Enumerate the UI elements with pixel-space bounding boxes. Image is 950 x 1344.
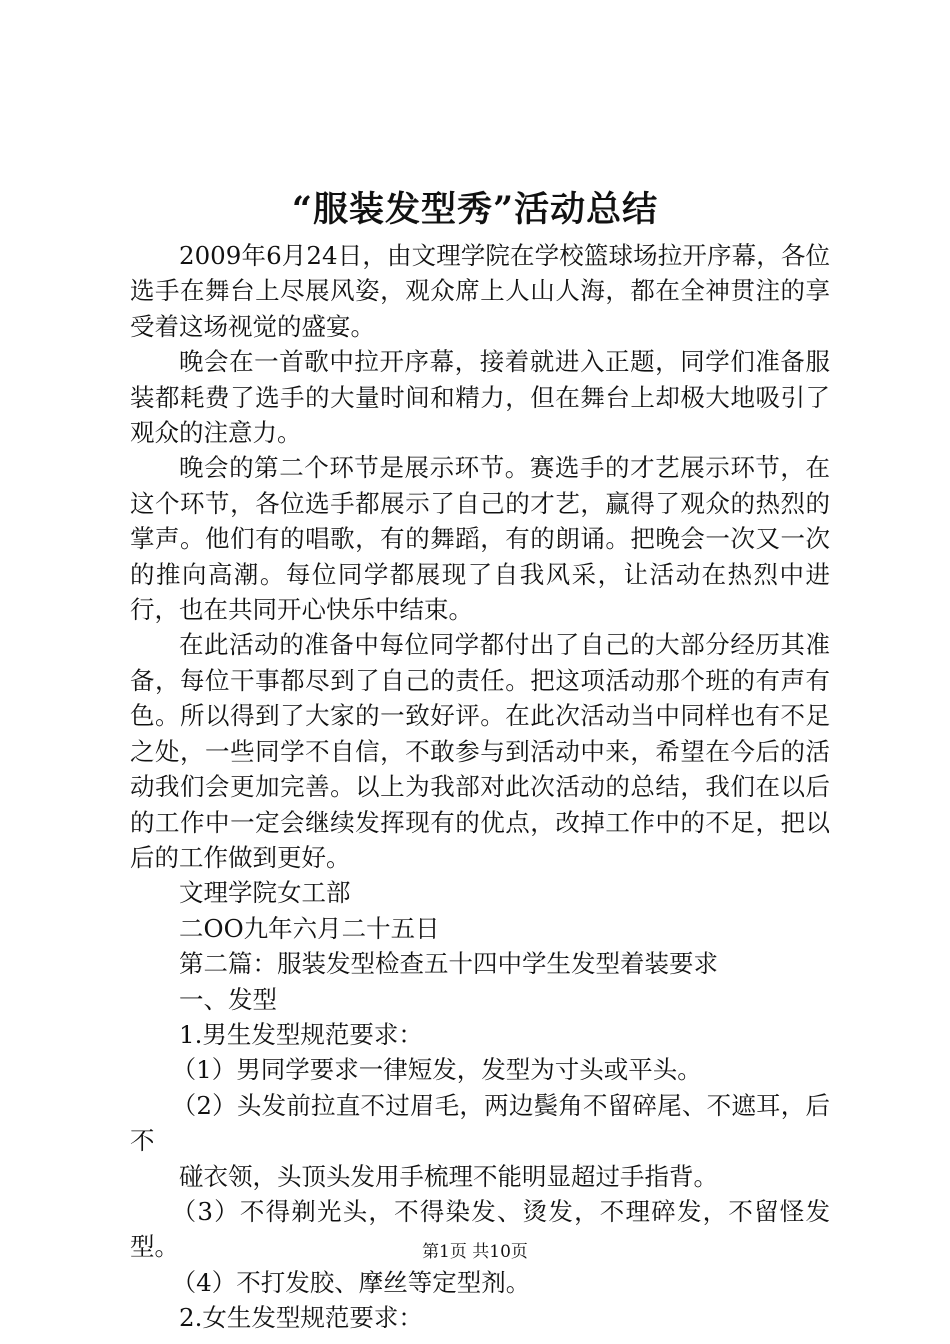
signature-department: 文理学院女工部 <box>179 878 351 908</box>
subheading-male-hairstyle: 1.男生发型规范要求： <box>179 1019 423 1049</box>
document-body <box>130 238 830 1336</box>
section-heading-second-article: 第二篇：服装发型检查五十四中学生发型着装要求 <box>179 949 718 979</box>
rule-item-4: （4）不打发胶、摩丝等定型剂。 <box>171 1267 531 1297</box>
page-number-footer: 第1页 共10页 <box>422 1242 528 1262</box>
rule-item-2: （2）头发前拉直不过眉毛，两边鬓角不留碎尾、不遮耳，后不 <box>130 1090 830 1156</box>
rule-item-3: （3）不得剃光头，不得染发、烫发，不理碎发，不留怪发型。 <box>130 1196 830 1262</box>
document-title: “服装发型秀”活动总结 <box>291 189 659 230</box>
paragraph-preparation-summary: 在此活动的准备中每位同学都付出了自己的大部分经历其准备，每位干事都尽到了自己的责任。把这项活动那个班的有声有色。所以得到了大家的一致好评。在此次活动当中同样也有不足之处，一些同学不自信，不敢参与到活动中来，希望在今后的活动我们会更加完善。以上为我部对此次活动的总结，我们在以后的工作中一定会继续发挥现有的优点，改掉工作中的不足，把以后的工作做到更好。 <box>130 630 830 872</box>
paragraph-second-segment: 晚会的第二个环节是展示环节。赛选手的才艺展示环节，在这个环节，各位选手都展示了自己的才艺，赢得了观众的热烈的掌声。他们有的唱歌，有的舞蹈，有的朗诵。把晚会一次又一次的推向高潮。每位同学都展现了自我风采，让活动在热烈中进行，也在共同开心快乐中结束。 <box>130 453 830 625</box>
signature-date: 二OO九年六月二十五日 <box>179 913 440 943</box>
paragraph-evening-opening: 晚会在一首歌中拉开序幕，接着就进入正题，同学们准备服装都耗费了选手的大量时间和精力，但在舞台上却极大地吸引了观众的注意力。 <box>130 347 830 448</box>
rule-item-2-continued: 碰衣领，头顶头发用手梳理不能明显超过手指背。 <box>179 1161 718 1191</box>
section-heading-hairstyle: 一、发型 <box>179 984 277 1014</box>
paragraph-event-intro: 2009年6月24日，由文理学院在学校篮球场拉开序幕，各位选手在舞台上尽展风姿，观众席上人山人海，都在全神贯注的享受着这场视觉的盛宴。 <box>130 241 830 341</box>
subheading-female-hairstyle: 2.女生发型规范要求： <box>179 1303 423 1333</box>
rule-item-1: （1）男同学要求一律短发，发型为寸头或平头。 <box>171 1055 702 1085</box>
